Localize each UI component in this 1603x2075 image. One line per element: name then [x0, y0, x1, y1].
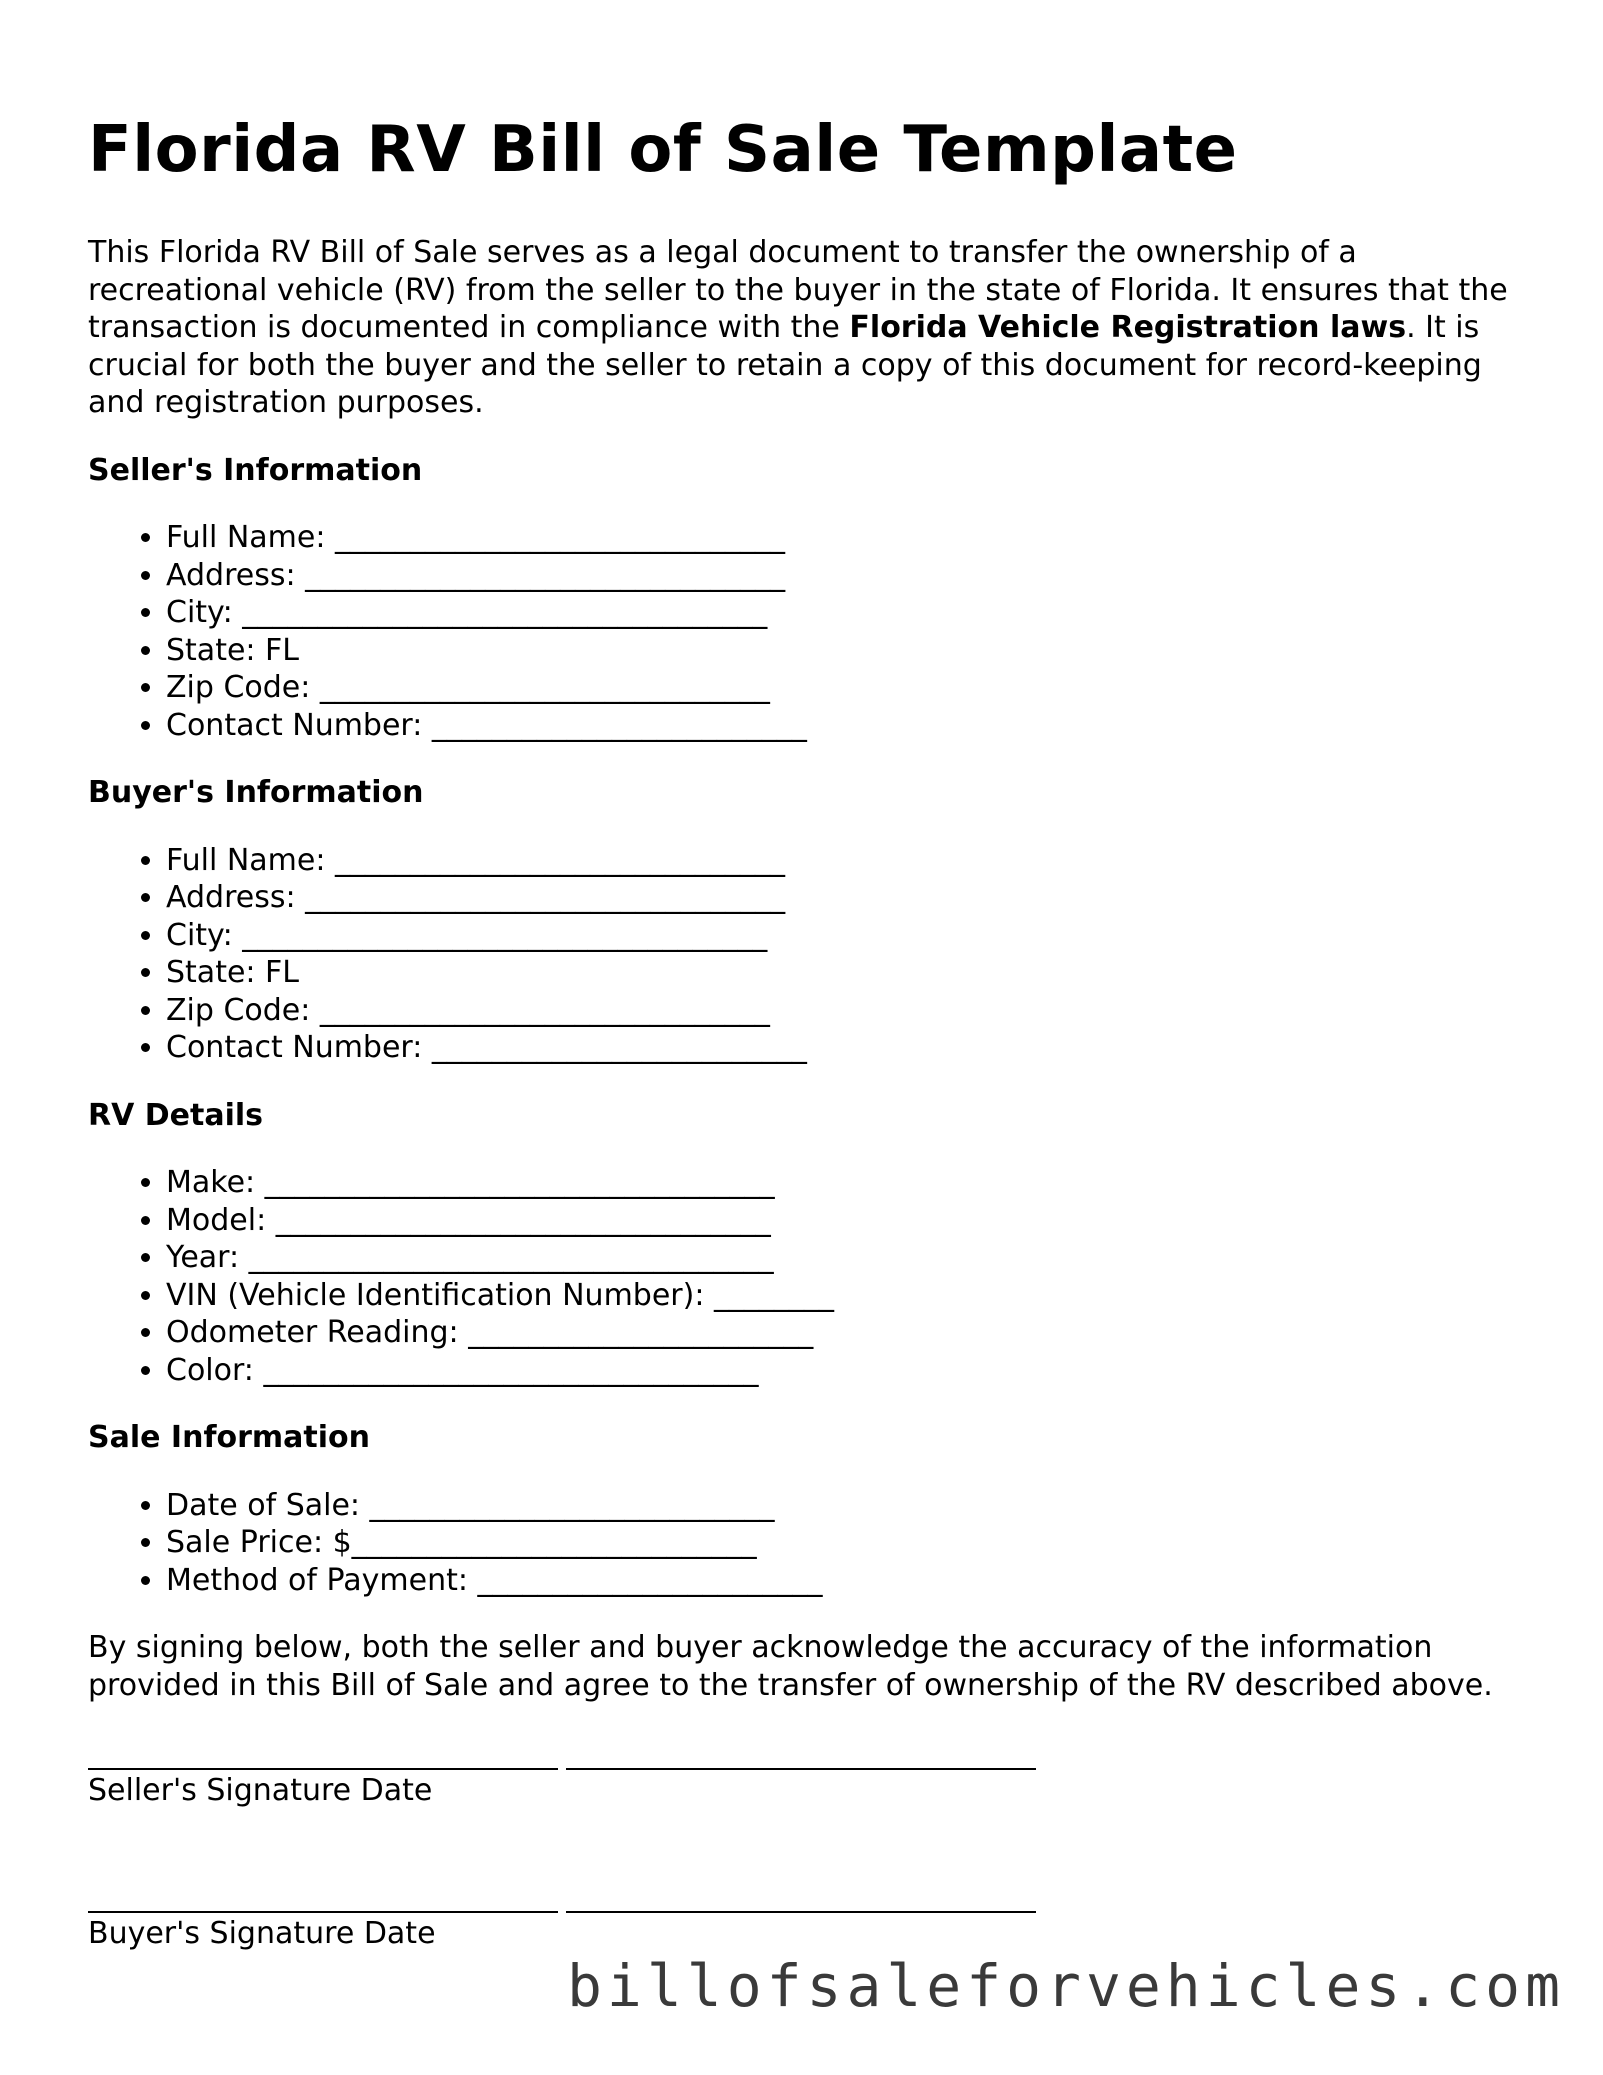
sale-info-list [88, 1487, 1528, 1600]
buyer-signature-rule [88, 1877, 558, 1913]
rv-details-list [88, 1164, 1528, 1389]
buyer-signature-lines [88, 1877, 1528, 1915]
document-page [88, 108, 1528, 1952]
website-watermark: billofsaleforvehicles.com [567, 1952, 1565, 2020]
buyer-contact-field: • Contact Number: _________________________ [166, 1029, 1528, 1067]
seller-signature-label: Seller's Signature Date [88, 1772, 433, 1808]
sale-price-field: • Sale Price: $___________________________ [166, 1524, 1528, 1562]
page-title: Florida RV Bill of Sale Template [88, 113, 1238, 187]
seller-state-field: • State: FL [166, 632, 1528, 670]
signature-block [88, 1734, 1528, 1952]
buyer-date-rule [566, 1877, 1036, 1913]
rv-odometer-field: • Odometer Reading: _______________________ [166, 1314, 1528, 1352]
rv-vin-field: • VIN (Vehicle Identification Number): ________ [166, 1277, 1528, 1315]
intro-text-end: . It is crucial for both the buyer and the seller to retain a copy of this document for record-keeping and registration purposes. [88, 310, 1482, 420]
acknowledgement-paragraph: By signing below, both the seller and buyer acknowledge the accuracy of the information provided in this Bill of Sale and agree to the transfer of ownership of the RV described above. [88, 1630, 1493, 1703]
rv-year-field: • Year: ___________________________________ [166, 1239, 1528, 1277]
intro-paragraph [88, 234, 1528, 422]
buyer-zip-field: • Zip Code: ______________________________ [166, 992, 1528, 1030]
seller-fields-list [88, 519, 1528, 744]
section-heading-seller: Seller's Information [88, 452, 423, 488]
section-heading-rv-details: RV Details [88, 1097, 264, 1133]
seller-date-rule [566, 1734, 1036, 1770]
seller-zip-field: • Zip Code: ______________________________ [166, 669, 1528, 707]
section-heading-sale: Sale Information [88, 1420, 370, 1455]
seller-address-field: • Address: ________________________________ [166, 557, 1528, 595]
intro-text-start: This Florida RV Bill of Sale serves as a legal document to transfer the ownership of a recreational vehicle (RV) from the seller to the buyer in the state of Florida. It ensures that the transaction is documented in compliance with the [88, 235, 1508, 345]
seller-contact-field: • Contact Number: _________________________ [166, 707, 1528, 745]
buyer-address-field: • Address: ________________________________ [166, 879, 1528, 917]
seller-signature-lines [88, 1734, 1528, 1772]
intro-bold-phrase: Florida Vehicle Registration laws [849, 310, 1407, 345]
rv-color-field: • Color: _________________________________ [166, 1352, 1528, 1390]
rv-model-field: • Model: _________________________________ [166, 1202, 1528, 1240]
buyer-city-field: • City: ___________________________________ [166, 917, 1528, 955]
rv-make-field: • Make: __________________________________ [166, 1164, 1528, 1202]
sale-date-field: • Date of Sale: ___________________________ [166, 1487, 1528, 1525]
seller-full-name-field: • Full Name: ______________________________ [166, 519, 1528, 557]
buyer-signature-label: Buyer's Signature Date [88, 1915, 436, 1951]
seller-city-field: • City: ___________________________________ [166, 594, 1528, 632]
section-heading-buyer: Buyer's Information [88, 775, 424, 810]
payment-method-field: • Method of Payment: _______________________ [166, 1562, 1528, 1600]
buyer-fields-list [88, 842, 1528, 1067]
buyer-state-field: • State: FL [166, 954, 1528, 992]
seller-signature-rule [88, 1734, 558, 1770]
buyer-full-name-field: • Full Name: ______________________________ [166, 842, 1528, 880]
